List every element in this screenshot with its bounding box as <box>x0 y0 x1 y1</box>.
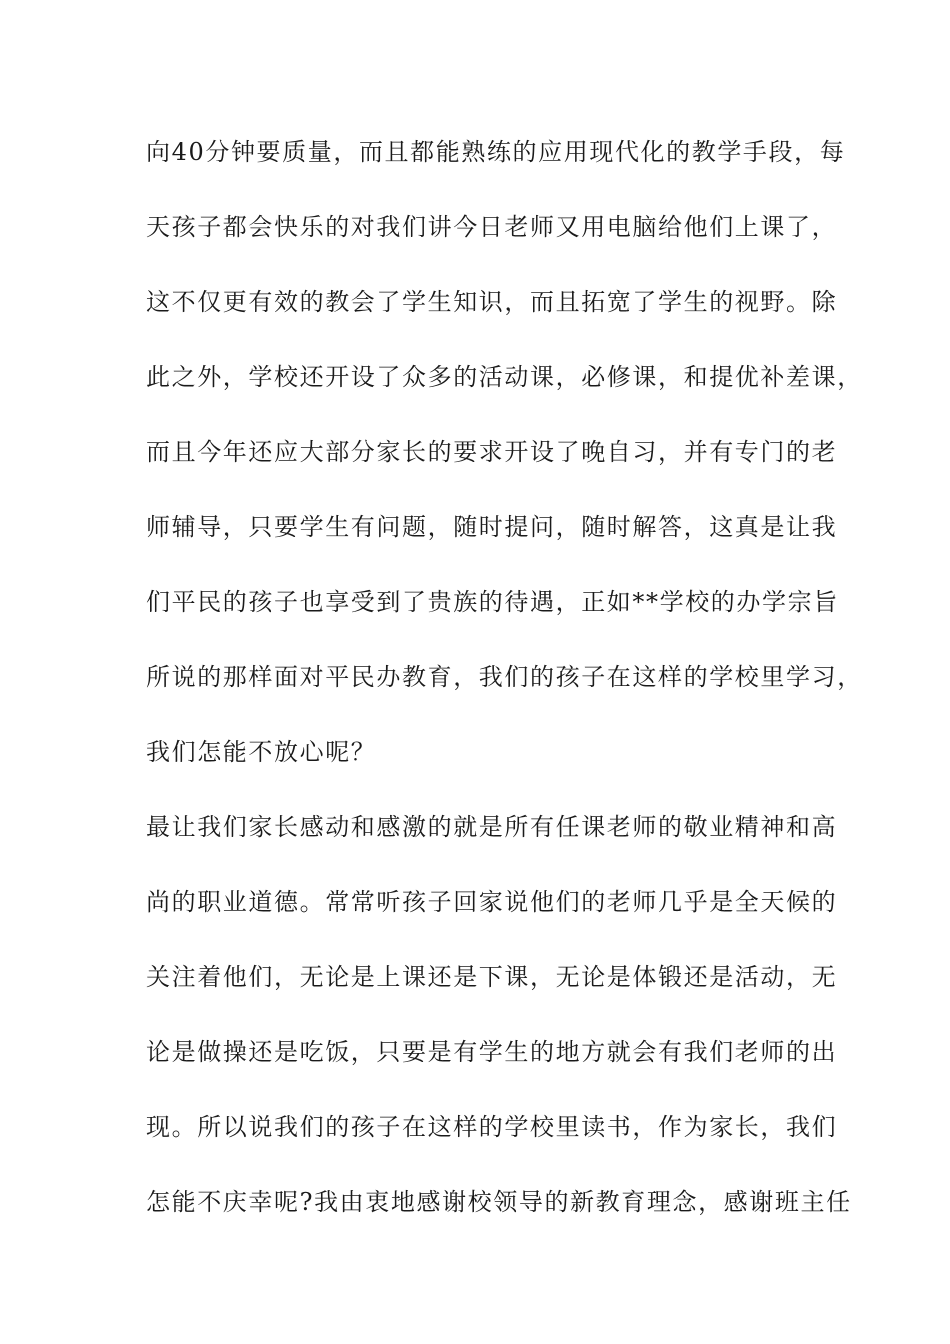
text-line-13: 论是做操还是吃饭，只要是有学生的地方就会有我们老师的出 <box>146 1038 838 1066</box>
text-line-6: 师辅导，只要学生有问题，随时提问，随时解答，这真是让我 <box>146 513 838 541</box>
text-line-11: 尚的职业道德。常常听孩子回家说他们的老师几乎是全天候的 <box>146 888 838 916</box>
text-line-14: 现。所以说我们的孩子在这样的学校里读书，作为家长，我们 <box>146 1113 838 1141</box>
text-line-9: 我们怎能不放心呢？ <box>146 738 377 766</box>
text-line-1: 向40分钟要质量，而且都能熟练的应用现代化的教学手段，每 <box>146 138 846 166</box>
text-line-4: 此之外，学校还开设了众多的活动课，必修课，和提优补差课， <box>146 363 863 391</box>
text-line-8: 所说的那样面对平民办教育，我们的孩子在这样的学校里学习， <box>146 663 863 691</box>
body-text <box>146 128 863 1253</box>
text-line-15: 怎能不庆幸呢?我由衷地感谢校领导的新教育理念，感谢班主任 <box>146 1188 852 1216</box>
text-line-7: 们平民的孩子也享受到了贵族的待遇，正如**学校的办学宗旨 <box>146 588 839 616</box>
text-line-2: 天孩子都会快乐的对我们讲今日老师又用电脑给他们上课了， <box>146 213 838 241</box>
text-line-5: 而且今年还应大部分家长的要求开设了晚自习，并有专门的老 <box>146 438 838 466</box>
text-line-10: 最让我们家长感动和感激的就是所有任课老师的敬业精神和高 <box>146 813 838 841</box>
text-line-3: 这不仅更有效的教会了学生知识，而且拓宽了学生的视野。除 <box>146 288 838 316</box>
text-line-12: 关注着他们，无论是上课还是下课，无论是体锻还是活动，无 <box>146 963 838 991</box>
